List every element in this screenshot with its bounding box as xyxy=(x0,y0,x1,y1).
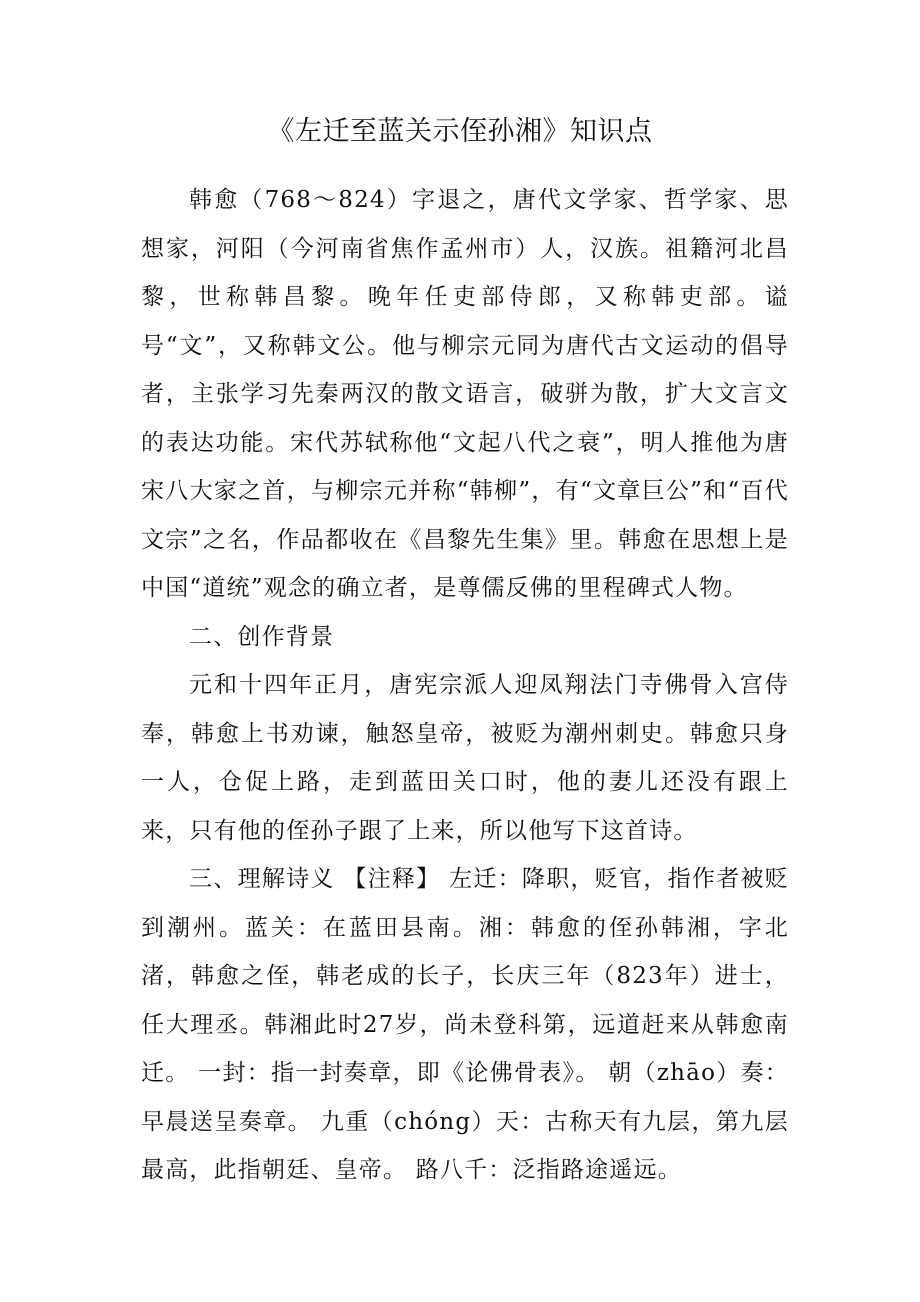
paragraph-annotations: 三、理解诗义 【注释】 左迁：降职，贬官，指作者被贬到潮州。蓝关：在蓝田县南。湘：韩愈的侄孙韩湘，字北渚，韩愈之侄，韩老成的长子，长庆三年（823年）进士，任大理丞。韩湘此时27岁，尚未登科第，远道赶来从韩愈南迁。 一封：指一封奏章，即《论佛骨表》。 朝（zhāo）奏：早晨送呈奏章。 九重（chóng）天：古称天有九层，第九层最高，此指朝廷、皇帝。 路八千：泛指路途遥远。 xyxy=(141,866,789,1183)
paragraph-author-bio: 韩愈（768～824）字退之，唐代文学家、哲学家、思想家，河阳（今河南省焦作孟州市）人，汉族。祖籍河北昌黎，世称韩昌黎。晚年任吏部侍郎，又称韩吏部。谥号“文”，又称韩文公。他与柳宗元同为唐代古文运动的倡导者，主张学习先秦两汉的散文语言，破骈为散，扩大文言文的表达功能。宋代苏轼称他“文起八代之衰”，明人推他为唐宋八大家之首，与柳宗元并称“韩柳”，有“文章巨公”和“百代文宗”之名，作品都收在《昌黎先生集》里。韩愈在思想上是中国“道统”观念的确立者，是尊儒反佛的里程碑式人物。 xyxy=(141,187,789,601)
paragraph-background: 元和十四年正月，唐宪宗派人迎凤翔法门寺佛骨入宫侍奉，韩愈上书劝谏，触怒皇帝，被贬为潮州刺史。韩愈只身一人，仓促上路，走到蓝田关口时，他的妻儿还没有跟上来，只有他的侄孙子跟了上来，所以他写下这首诗。 xyxy=(141,672,789,844)
document-title: 《左迁至蓝关示侄孙湘》知识点 xyxy=(267,116,653,147)
section-heading-background: 二、创作背景 xyxy=(189,623,335,650)
document-body xyxy=(141,176,789,1195)
